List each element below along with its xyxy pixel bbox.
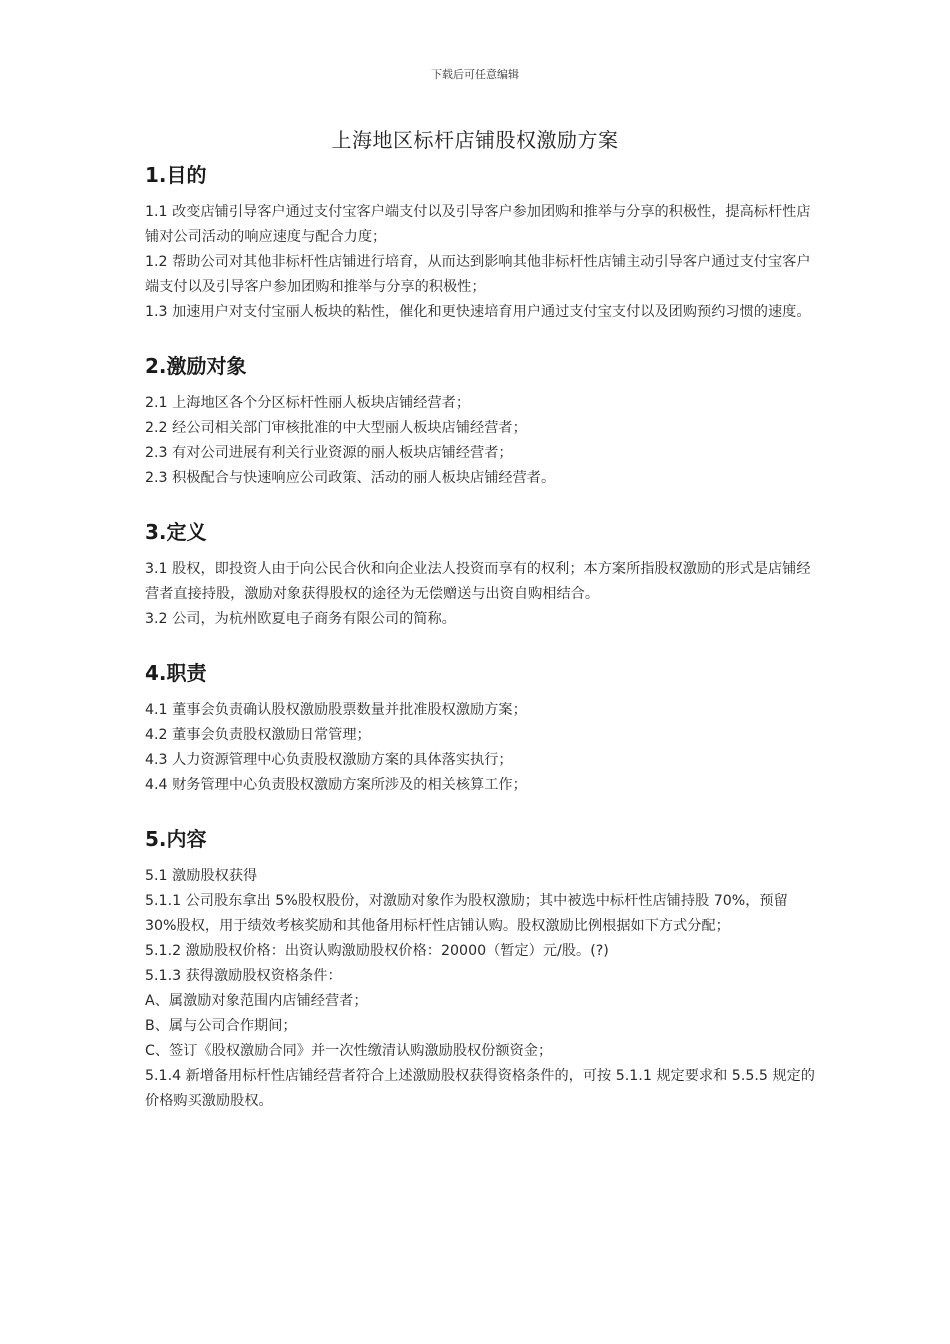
- paragraph: B、属与公司合作期间；: [145, 1018, 297, 1034]
- document-body: [145, 160, 815, 1114]
- section-heading: 5.内容: [145, 827, 207, 851]
- section-heading: 2.激励对象: [145, 354, 247, 378]
- paragraph: 1.1 改变店铺引导客户通过支付宝客户端支付以及引导客户参加团购和推举与分享的积极性，提高标杆性店铺对公司活动的响应速度与配合力度；: [145, 204, 811, 245]
- paragraph: 3.1 股权，即投资人由于向公民合伙和向企业法人投资而享有的权利；本方案所指股权激励的形式是店铺经营者直接持股，激励对象获得股权的途径为无偿赠送与出资自购相结合。: [145, 561, 811, 602]
- paragraph: 5.1 激励股权获得: [145, 868, 258, 884]
- section-heading: 1.目的: [145, 163, 207, 187]
- paragraph: A、属激励对象范围内店铺经营者；: [145, 993, 368, 1009]
- paragraph: 2.3 积极配合与快速响应公司政策、活动的丽人板块店铺经营者。: [145, 470, 556, 486]
- section-definitions: [145, 517, 815, 632]
- paragraph: 5.1.4 新增备用标杆性店铺经营者符合上述激励股权获得资格条件的，可按 5.1.1 规定要求和 5.5.5 规定的价格购买激励股权。: [145, 1068, 815, 1109]
- document-title: 上海地区标杆店铺股权激励方案: [331, 128, 619, 152]
- header-note: 下载后可任意编辑: [431, 68, 519, 81]
- paragraph: C、签订《股权激励合同》并一次性缴清认购激励股权份额资金；: [145, 1043, 553, 1059]
- section-heading: 4.职责: [145, 661, 207, 685]
- paragraph: 1.3 加速用户对支付宝丽人板块的粘性，催化和更快速培育用户通过支付宝支付以及团购预约习惯的速度。: [145, 304, 811, 320]
- section-purpose: [145, 160, 815, 325]
- paragraph: 4.3 人力资源管理中心负责股权激励方案的具体落实执行；: [145, 752, 513, 768]
- paragraph: 5.1.3 获得激励股权资格条件：: [145, 968, 342, 984]
- section-content: [145, 824, 815, 1114]
- paragraph: 4.1 董事会负责确认股权激励股票数量并批准股权激励方案；: [145, 702, 527, 718]
- section-responsibilities: [145, 658, 815, 798]
- paragraph: 5.1.2 激励股权价格：出资认购激励股权价格：20000（暂定）元/股。(?): [145, 943, 609, 959]
- section-targets: [145, 351, 815, 491]
- paragraph: 4.4 财务管理中心负责股权激励方案所涉及的相关核算工作；: [145, 777, 527, 793]
- paragraph: 5.1.1 公司股东拿出 5%股权股份，对激励对象作为股权激励；其中被选中标杆性店铺持股 70%，预留 30%股权，用于绩效考核奖励和其他备用标杆性店铺认购。股权激励比例根据如下方式分配；: [145, 893, 788, 934]
- paragraph: 1.2 帮助公司对其他非标杆性店铺进行培育，从而达到影响其他非标杆性店铺主动引导客户通过支付宝客户端支付以及引导客户参加团购和推举与分享的积极性；: [145, 254, 811, 295]
- paragraph: 2.1 上海地区各个分区标杆性丽人板块店铺经营者；: [145, 395, 471, 411]
- paragraph: 3.2 公司，为杭州欧夏电子商务有限公司的简称。: [145, 611, 456, 627]
- paragraph: 2.2 经公司相关部门审核批准的中大型丽人板块店铺经营者；: [145, 420, 527, 436]
- section-heading: 3.定义: [145, 520, 207, 544]
- paragraph: 2.3 有对公司进展有利关行业资源的丽人板块店铺经营者；: [145, 445, 513, 461]
- paragraph: 4.2 董事会负责股权激励日常管理；: [145, 727, 371, 743]
